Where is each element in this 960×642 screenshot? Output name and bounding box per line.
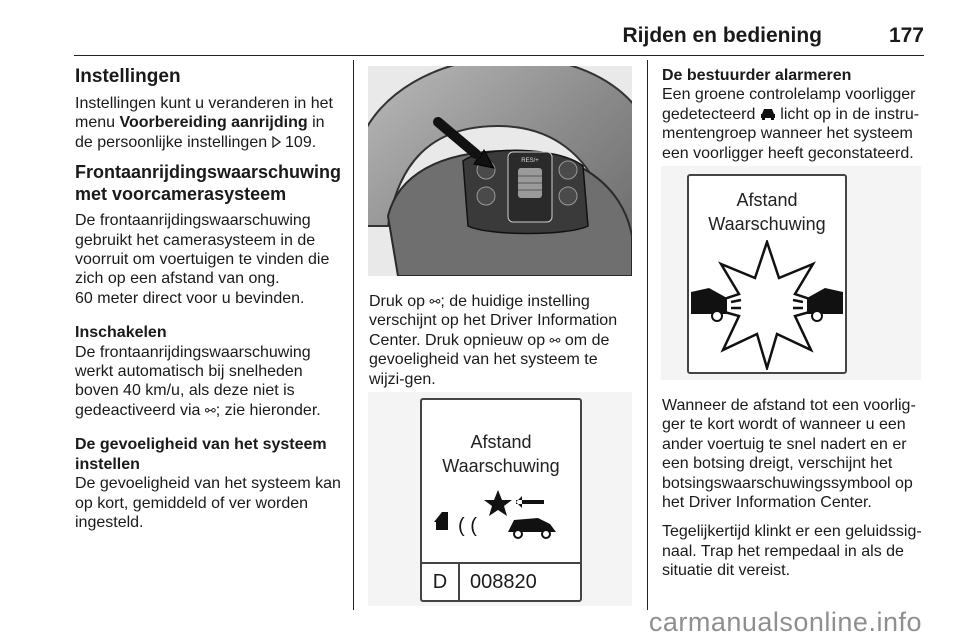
collision-burst-icon	[691, 240, 843, 370]
paragraph-distance: Wanneer de afstand tot een voorlig-ger te kort wordt of wanneer u een ander voertuig te snel nadert en er een botsing dreigt, verschijnt het botsingswaarschuwingssymbool op het Driver Information Center.	[662, 397, 916, 512]
text: De frontaanrijdingswaarschuwing werkt automatisch bij snelheden boven 40 km/u, als deze niet is gedeactiveerd via	[75, 343, 311, 419]
paragraph-settings	[75, 94, 345, 152]
display-title-line1: Afstand	[470, 432, 532, 452]
text: Druk op	[369, 293, 430, 310]
vehicle-ahead-icon	[760, 108, 776, 120]
display-title-line2: Waarschuwing	[442, 456, 560, 476]
warning-title-line2: Waarschuwing	[708, 214, 826, 234]
collision-warning-figure	[661, 166, 921, 380]
text: om de gevoeligheid van het systeem te wijzi-gen.	[369, 331, 610, 388]
heading-settings: Instellingen	[75, 66, 181, 87]
header-rule	[74, 55, 924, 56]
display-panel	[420, 398, 582, 602]
column-2-text	[369, 292, 635, 398]
paragraph-system-distance: 60 meter direct voor u bevinden.	[75, 289, 305, 307]
paragraph-activate	[75, 343, 345, 421]
collision-alert-icon: ⚯	[429, 294, 441, 309]
text: ; de huidige instelling verschijnt op het Driver Information Center. Druk opnieuw op	[369, 293, 618, 349]
column-3-top	[662, 66, 927, 172]
text: licht op in de instru-mentengroep wanneer het systeem een voorligger heeft geconstateerd.	[662, 105, 920, 162]
warning-panel	[687, 174, 847, 374]
display-gear: D	[422, 564, 460, 600]
steering-wheel-illustration	[368, 66, 632, 276]
page-ref[interactable]: 109.	[280, 133, 317, 151]
driver-info-display-figure	[368, 392, 632, 606]
column-3-bottom	[662, 396, 927, 590]
collision-alert-icon: ⚯	[549, 332, 561, 348]
heading-alert: De bestuurder alarmeren	[662, 67, 852, 84]
paragraph-alert	[662, 85, 927, 163]
text: Een groene controlelamp voorligger gedetecteerd	[662, 86, 916, 123]
paragraph-system: De frontaanrijdingswaarschuwing gebruikt het camerasysteem in de voorruit om voertuigen te vinden die zich op een afstand van ong.	[75, 212, 330, 288]
arrow-ref-icon	[272, 136, 281, 148]
text: Instellingen kunt u veranderen in het menu	[75, 95, 333, 132]
collision-warning-icon	[424, 486, 578, 546]
svg-text:( (: ( (	[458, 515, 477, 537]
paragraph-press	[369, 292, 635, 389]
page-header-title: Rijden en bediening	[622, 24, 822, 47]
collision-alert-icon: ⚯	[204, 402, 216, 418]
page-number: 177	[888, 24, 924, 47]
text: in de persoonlijke instellingen	[75, 114, 325, 151]
watermark: carmanualsonline.info	[648, 607, 922, 637]
column-1	[75, 66, 345, 541]
display-odometer: 008820	[470, 571, 537, 593]
paragraph-sound: Tegelijkertijd klinkt er een geluidssig-naal. Trap het rempedaal in als de situatie dit vereist.	[662, 523, 922, 580]
paragraph-sensitivity: De gevoeligheid van het systeem kan op kort, gemiddeld of ver worden ingesteld.	[75, 475, 341, 531]
column-divider-2	[647, 60, 648, 610]
heading-sensitivity: De gevoeligheid van het systeem instellen	[75, 436, 327, 473]
warning-title-line1: Afstand	[736, 190, 798, 210]
display-status-bar	[422, 562, 580, 600]
text: ; zie hieronder.	[215, 401, 321, 419]
heading-system: Frontaanrijdingswaarschuwing met voorcamerasysteem	[75, 162, 342, 205]
wheel-res-label: RES/+	[521, 158, 539, 164]
column-divider-1	[353, 60, 354, 610]
menu-name: Voorbereiding aanrijding	[119, 114, 308, 132]
steering-wheel-figure	[368, 66, 632, 276]
heading-activate: Inschakelen	[75, 324, 167, 342]
